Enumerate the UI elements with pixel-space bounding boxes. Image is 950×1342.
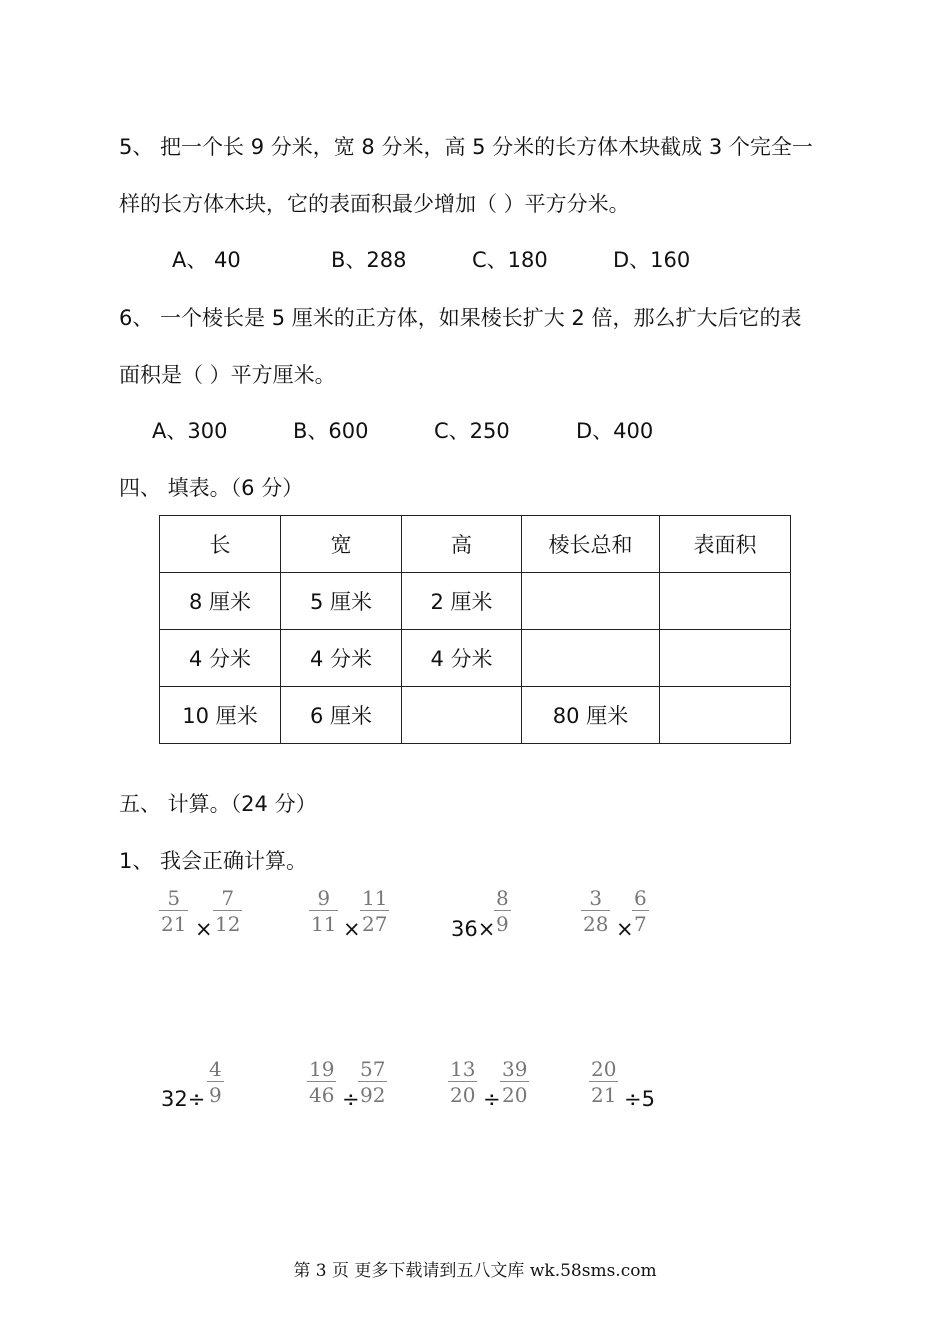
- fraction: 19 46: [309, 1057, 335, 1107]
- answer-cell[interactable]: [522, 573, 660, 630]
- operator: ÷: [483, 1087, 501, 1111]
- header-edge-sum: 棱长总和: [522, 516, 660, 573]
- fraction: 20 21: [591, 1057, 617, 1107]
- lead-expression: 36×: [451, 917, 496, 941]
- q6-line1: 6、 一个棱长是 5 厘米的正方体，如果棱长扩大 2 倍，那么扩大后它的表: [119, 306, 802, 330]
- fraction: 4 9: [209, 1057, 222, 1107]
- operator: ×: [616, 917, 634, 941]
- answer-cell[interactable]: [660, 630, 791, 687]
- q6-option-d: D、400: [576, 419, 654, 443]
- fraction: 57 92: [360, 1057, 386, 1107]
- cell: 4 分米: [402, 630, 522, 687]
- answer-cell[interactable]: [660, 573, 791, 630]
- cell: 2 厘米: [402, 573, 522, 630]
- header-surface-area: 表面积: [660, 516, 791, 573]
- q5-line1: 5、 把一个长 9 分米，宽 8 分米，高 5 分米的长方体木块截成 3 个完全一: [119, 135, 813, 159]
- fill-table: [159, 515, 791, 744]
- section5-sub1: 1、 我会正确计算。: [119, 849, 308, 873]
- section4-title: 四、 填表。（6 分）: [119, 476, 304, 500]
- table-row: [160, 573, 791, 630]
- operator: ×: [195, 917, 213, 941]
- trail-expression: ÷5: [624, 1087, 655, 1111]
- cell: 5 厘米: [281, 573, 402, 630]
- cell: 80 厘米: [522, 687, 660, 744]
- q6-line2: 面积是（ ）平方厘米。: [119, 363, 336, 387]
- cell: 4 分米: [281, 630, 402, 687]
- q5-option-d: D、160: [613, 248, 691, 272]
- cell: 6 厘米: [281, 687, 402, 744]
- page-footer: 第 3 页 更多下载请到五八文库 wk.58sms.com: [293, 1261, 657, 1281]
- fraction: 3 28: [583, 886, 609, 936]
- q5-option-a: A、 40: [172, 248, 241, 272]
- operator: ×: [343, 917, 361, 941]
- fraction: 8 9: [496, 886, 509, 936]
- q6-option-c: C、250: [434, 419, 510, 443]
- q5-option-b: B、288: [331, 248, 407, 272]
- section5-title: 五、 计算。（24 分）: [119, 792, 317, 816]
- table-row: [160, 687, 791, 744]
- header-height: 高: [402, 516, 522, 573]
- answer-cell[interactable]: [522, 630, 660, 687]
- cell: 10 厘米: [160, 687, 281, 744]
- header-width: 宽: [281, 516, 402, 573]
- q6-option-b: B、600: [293, 419, 369, 443]
- cell: 8 厘米: [160, 573, 281, 630]
- fraction: 11 27: [362, 886, 388, 936]
- answer-cell[interactable]: [402, 687, 522, 744]
- fraction: 6 7: [634, 886, 647, 936]
- fraction: 5 21: [161, 886, 187, 936]
- header-length: 长: [160, 516, 281, 573]
- q5-option-c: C、180: [472, 248, 548, 272]
- lead-expression: 32÷: [161, 1087, 206, 1111]
- table-row: [160, 630, 791, 687]
- fraction: 39 20: [502, 1057, 528, 1107]
- fraction: 13 20: [450, 1057, 476, 1107]
- answer-cell[interactable]: [660, 687, 791, 744]
- fraction: 9 11: [311, 886, 337, 936]
- q5-line2: 样的长方体木块，它的表面积最少增加（ ）平方分米。: [119, 192, 630, 216]
- cell: 4 分米: [160, 630, 281, 687]
- operator: ÷: [342, 1087, 360, 1111]
- table-header-row: [160, 516, 791, 573]
- q6-option-a: A、300: [152, 419, 228, 443]
- fraction: 7 12: [215, 886, 241, 936]
